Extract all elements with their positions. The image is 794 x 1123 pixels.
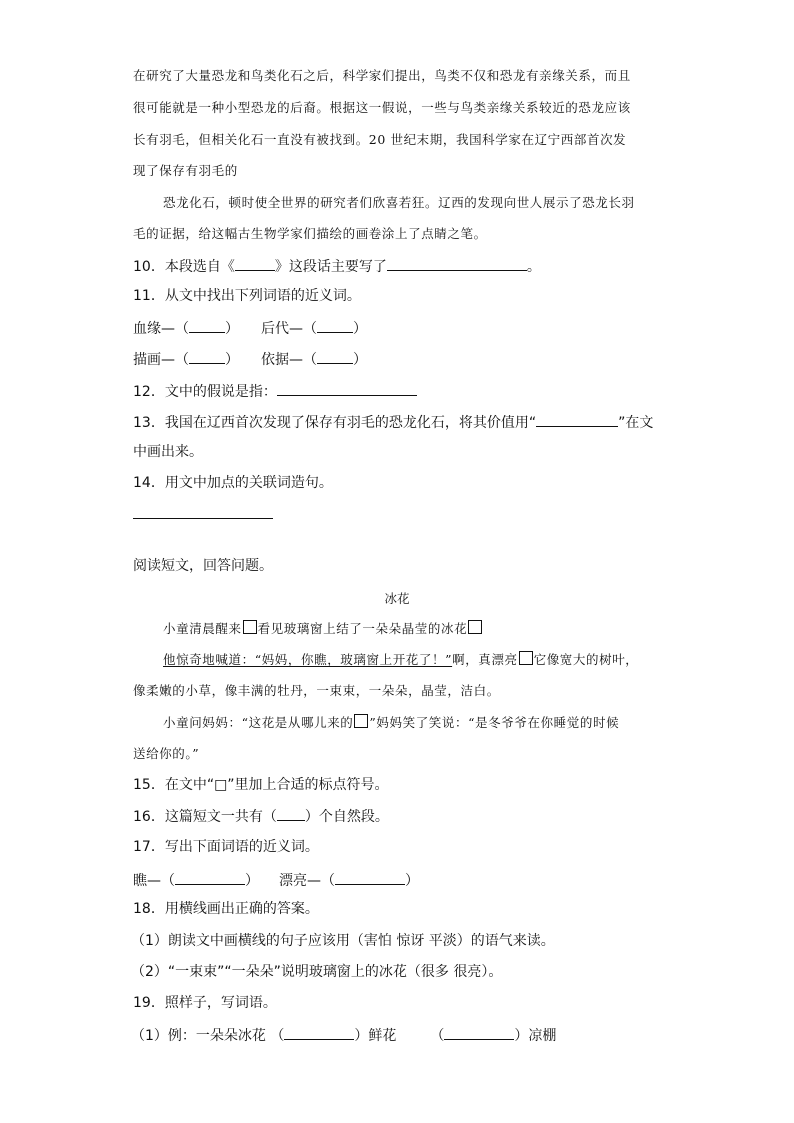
paren-close: ） (353, 321, 367, 337)
paren-close: ） (225, 321, 239, 337)
paren-close: ） (405, 873, 419, 889)
question-16 (133, 806, 389, 826)
passage-line: 在研究了大量恐龙和鸟类化石之后，科学家们提出，鸟类不仅和恐龙有亲缘关系，而且 (133, 68, 631, 83)
question-text: （ (430, 1028, 445, 1044)
passage-line: 像柔嫩的小草，像丰满的牡丹，一束束，一朵朵，晶莹，洁白。 (133, 683, 500, 698)
question-18-2: （2）“一束束”“一朵朵”说明玻璃窗上的冰花（很多 很亮）。 (131, 964, 503, 980)
underlined-sentence: 他惊奇地喊道：“妈妈，你瞧，玻璃窗上开花了！” (163, 652, 453, 667)
synonym-prompt: 描画—（ (133, 352, 189, 368)
passage-line: 送给你的。” (133, 746, 200, 761)
question-10 (133, 256, 541, 276)
passage-line (163, 620, 483, 638)
paren-close: ） (245, 873, 259, 889)
answer-blank[interactable] (335, 870, 405, 885)
reading-title: 冰花 (384, 591, 410, 606)
passage-text: ”妈妈笑了笑说：“是冬爷爷在你睡觉的时候 (369, 715, 620, 730)
question-text: ）凉棚 (514, 1028, 557, 1044)
punctuation-box[interactable] (354, 714, 368, 728)
passage-line: 恐龙化石，顿时使全世界的研究者们欣喜若狂。辽西的发现向世人展示了恐龙长羽 (163, 195, 635, 210)
question-text: （1）例：一朵朵冰花 （ (131, 1028, 285, 1044)
answer-blank[interactable] (317, 349, 353, 364)
passage-line: 现了保存有羽毛的 (133, 163, 238, 178)
punctuation-box[interactable] (519, 651, 533, 665)
answer-blank[interactable] (317, 318, 353, 333)
synonym-row (133, 870, 419, 890)
question-17: 17．写出下面词语的近义词。 (133, 839, 319, 855)
answer-blank[interactable] (284, 1025, 354, 1040)
answer-blank[interactable] (536, 412, 618, 427)
question-text: 16．这篇短文一共有（ (133, 809, 277, 825)
question-13-cont: 中画出来。 (133, 444, 203, 460)
question-text: 。 (526, 259, 541, 275)
answer-blank[interactable] (189, 349, 225, 364)
question-12 (133, 381, 417, 401)
question-text: ）个自然段。 (304, 809, 389, 825)
passage-text: 啊，真漂亮 (452, 652, 518, 667)
question-text: ”在文 (618, 415, 654, 431)
punctuation-box[interactable] (468, 620, 482, 634)
passage-text: 小童问妈妈：“这花是从哪儿来的 (163, 715, 354, 730)
question-14: 14．用文中加点的关联词造句。 (133, 475, 333, 491)
answer-blank[interactable] (277, 381, 417, 396)
passage-text: 它像宽大的树叶， (533, 652, 639, 667)
answer-blank[interactable] (387, 256, 527, 271)
synonym-row (133, 318, 367, 338)
synonym-row (133, 349, 367, 369)
synonym-prompt: 瞧—（ (133, 873, 175, 889)
punctuation-box[interactable] (243, 620, 257, 634)
question-text: 13．我国在辽西首次发现了保存有羽毛的恐龙化石，将其价值用“ (133, 415, 537, 431)
question-text: 》这段话主要写了 (274, 259, 387, 275)
reading-intro: 阅读短文，回答问题。 (133, 558, 273, 574)
paren-close: ） (225, 352, 239, 368)
passage-line: 很可能就是一种小型恐龙的后裔。根据这一假说，一些与鸟类亲缘关系较近的恐龙应该 (133, 100, 631, 115)
passage-line (163, 651, 638, 669)
answer-blank[interactable] (444, 1025, 514, 1040)
question-text: ）鲜花 (354, 1028, 397, 1044)
question-text: 12．文中的假说是指： (133, 384, 277, 400)
answer-blank[interactable] (189, 318, 225, 333)
answer-blank[interactable] (235, 256, 275, 271)
passage-text: 看见玻璃窗上结了一朵朵晶莹的冰花 (257, 621, 468, 636)
question-19-1 (131, 1025, 556, 1045)
answer-line[interactable] (133, 518, 273, 519)
passage-line: 长有羽毛，但相关化石一直没有被找到。20 世纪末期，我国科学家在辽宁西部首次发 (133, 132, 627, 147)
question-13 (133, 412, 653, 432)
question-19: 19．照样子，写词语。 (133, 995, 277, 1011)
synonym-prompt: 依据—（ (261, 352, 317, 368)
answer-blank[interactable] (175, 870, 245, 885)
passage-line: 毛的证据，给这幅古生物学家们描绘的画卷涂上了点睛之笔。 (133, 226, 487, 241)
question-18-1: （1）朗读文中画横线的句子应该用（害怕 惊讶 平淡）的语气来读。 (131, 933, 555, 949)
passage-line (163, 714, 619, 732)
synonym-prompt: 漂亮—（ (279, 873, 335, 889)
question-15: 15．在文中“□”里加上合适的标点符号。 (133, 777, 389, 793)
passage-text: 小童清晨醒来 (163, 621, 242, 636)
question-11: 11．从文中找出下列词语的近义词。 (133, 288, 361, 304)
question-18: 18．用横线画出正确的答案。 (133, 901, 319, 917)
question-text: 10．本段选自《 (133, 259, 235, 275)
paren-close: ） (353, 352, 367, 368)
synonym-prompt: 血缘—（ (133, 321, 189, 337)
synonym-prompt: 后代—（ (261, 321, 317, 337)
answer-blank[interactable] (277, 806, 305, 821)
